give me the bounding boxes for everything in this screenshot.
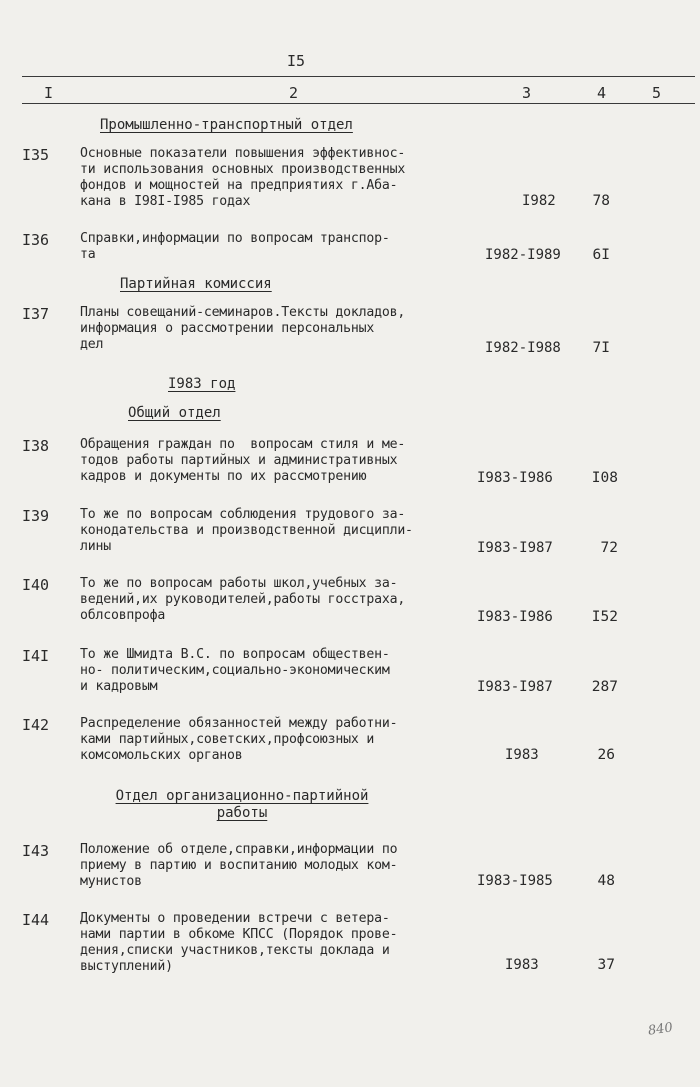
entry-count: I52 (591, 609, 618, 625)
entry-title: Справки,информации по вопросам транспор- та (80, 231, 390, 262)
section-heading: Отдел организационно-партийной работы (115, 788, 369, 821)
year-heading: I983 год (168, 376, 236, 392)
column-header-2: 2 (289, 84, 299, 102)
entry-title: Обращения граждан по вопросам стиля и ме- тодов работы партийных и административных кадров и документы по их рассмотрению (80, 437, 406, 484)
entry-title: Положение об отделе,справки,информации по приему в партию и воспитанию молодых ком- мунистов (80, 842, 398, 889)
entry-title: Документы о проведении встречи с ветера- нами партии в обкоме КПСС (Порядок прове- дения,списки участников,тексты доклада и выступлений) (80, 911, 398, 974)
entry-dates: I983 (505, 747, 539, 763)
entry-title: Распределение обязанностей между работни- ками партийных,советских,профсоюзных и комсомольских органов (80, 716, 398, 763)
header-rule-bottom (22, 103, 695, 104)
entry-dates: I983-I986 (477, 470, 553, 486)
entry-dates: I983 (505, 957, 539, 973)
entry-count: I08 (591, 470, 618, 486)
entry-title: То же Шмидта В.С. по вопросам обществен- но- политическим,социально-экономическим и кадровым (80, 647, 390, 694)
entry-number: I37 (22, 305, 50, 323)
entry-title: То же по вопросам соблюдения трудового за- конодательства и производственной дисципли- лины (80, 507, 413, 554)
entry-count: 78 (592, 193, 610, 209)
entry-count: 26 (597, 747, 615, 763)
entry-dates: I982 (522, 193, 556, 209)
entry-number: I44 (22, 911, 50, 929)
entry-dates: I982-I989 (485, 247, 561, 263)
page-number: I5 (287, 52, 306, 70)
entry-number: I40 (22, 576, 50, 594)
column-header-3: 3 (522, 84, 532, 102)
entry-title: Основные показатели повышения эффективнос- ти использования основных производственных фондов и мощностей на предприятиях г.Аба- кана в I98I-I985 годах (80, 146, 406, 209)
entry-count: 287 (591, 679, 618, 695)
entry-count: 72 (600, 540, 618, 556)
entry-count: 37 (597, 957, 615, 973)
header-rule-top (22, 76, 695, 77)
entry-number: I36 (22, 231, 50, 249)
entry-title: Планы совещаний-семинаров.Тексты докладов, информация о рассмотрении персональных дел (80, 305, 406, 352)
handwritten-number: 840 (647, 1020, 674, 1039)
entry-number: I4I (22, 647, 50, 665)
entry-number: I39 (22, 507, 50, 525)
section-heading: Промышленно-транспортный отдел (100, 117, 353, 133)
entry-dates: I983-I985 (477, 873, 553, 889)
section-heading: Партийная комиссия (120, 276, 272, 292)
column-header-4: 4 (597, 84, 607, 102)
column-header-1: I (44, 84, 54, 102)
entry-number: I42 (22, 716, 50, 734)
entry-number: I35 (22, 146, 50, 164)
section-heading: Общий отдел (128, 405, 221, 421)
entry-count: 6I (592, 247, 610, 263)
entry-dates: I983-I987 (477, 679, 553, 695)
entry-title: То же по вопросам работы школ,учебных за- ведений,их руководителей,работы госстраха, облсовпрофа (80, 576, 406, 623)
entry-number: I38 (22, 437, 50, 455)
entry-count: 7I (592, 340, 610, 356)
entry-number: I43 (22, 842, 50, 860)
column-header-5: 5 (652, 84, 662, 102)
entry-dates: I983-I987 (477, 540, 553, 556)
entry-count: 48 (597, 873, 615, 889)
entry-dates: I983-I986 (477, 609, 553, 625)
entry-dates: I982-I988 (485, 340, 561, 356)
